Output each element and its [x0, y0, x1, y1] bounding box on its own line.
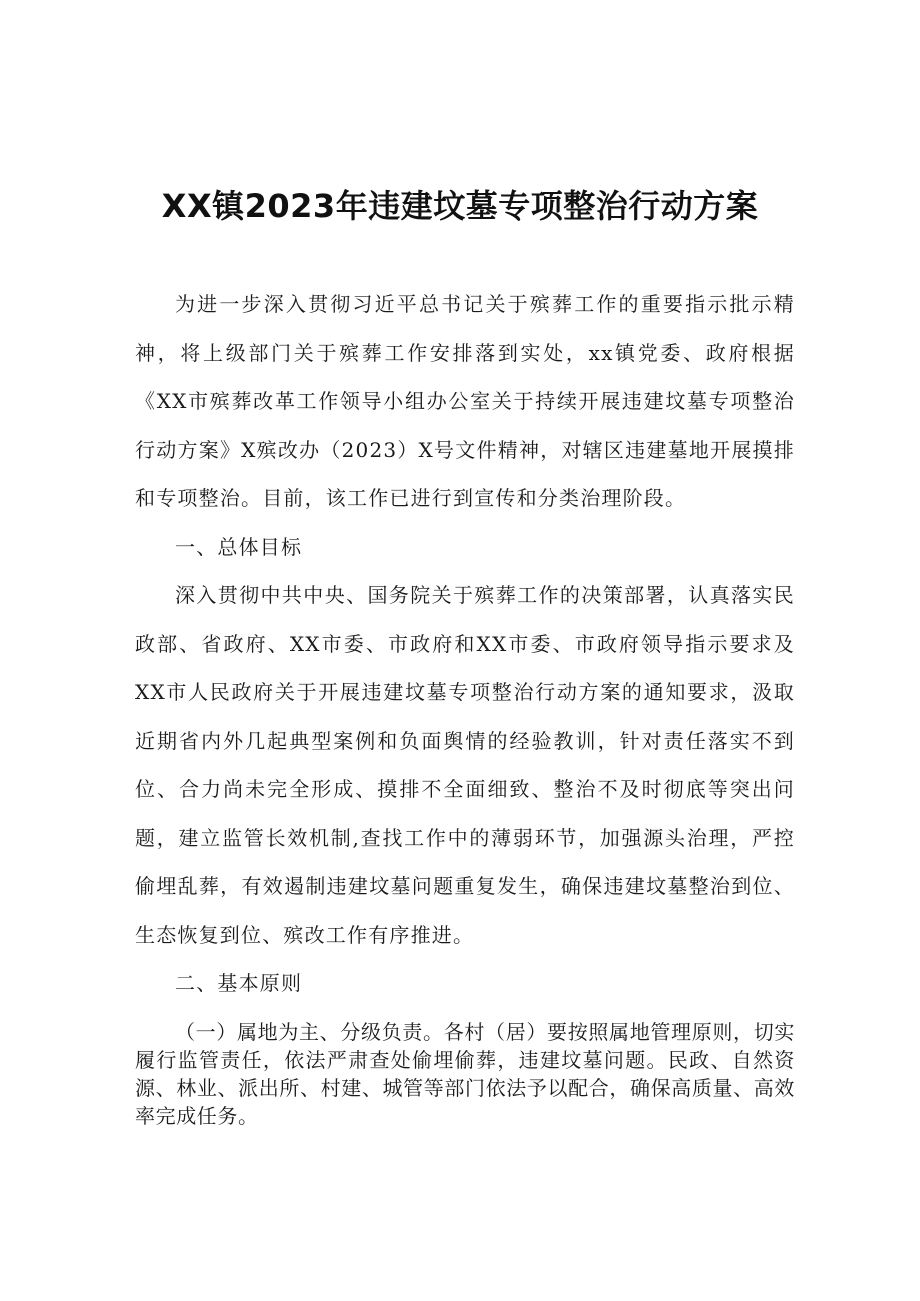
intro-paragraph: 为进一步深入贯彻习近平总书记关于殡葬工作的重要指示批示精神，将上级部门关于殡葬工作安排落到实处，xx镇党委、政府根据《XX市殡葬改革工作领导小组办公室关于持续开展违建坟墓专项整治行动方案》X殡改办（2023）X号文件精神，对辖区违建墓地开展摸排和专项整治。目前，该工作已进行到宣传和分类治理阶段。 [135, 292, 795, 510]
overall-goal-paragraph: 深入贯彻中共中央、国务院关于殡葬工作的决策部署，认真落实民政部、省政府、XX市委、市政府和XX市委、市政府领导指示要求及XX市人民政府关于开展违建坟墓专项整治行动方案的通知要求，汲取近期省内外几起典型案例和负面舆情的经验教训，针对责任落实不到位、合力尚未完全形成、摸排不全面细致、整治不及时彻底等突出问题，建立监管长效机制,查找工作中的薄弱环节，加强源头治理，严控偷埋乱葬，有效遏制违建坟墓问题重复发生，确保违建坟墓整治到位、生态恢复到位、殡改工作有序推进。 [135, 583, 795, 947]
document-title: XX镇2023年违建坟墓专项整治行动方案 [161, 187, 759, 225]
document-body [135, 280, 795, 1130]
principle-item-1: （一）属地为主、分级负责。各村（居）要按照属地管理原则，切实履行监管责任，依法严肃查处偷埋偷葬，违建坟墓问题。民政、自然资源、林业、派出所、村建、城管等部门依法予以配合，确保高质量、高效率完成任务。 [135, 1019, 795, 1128]
section-heading-overall-goal: 一、总体目标 [175, 534, 303, 559]
section-heading-basic-principles: 二、基本原则 [175, 971, 303, 995]
